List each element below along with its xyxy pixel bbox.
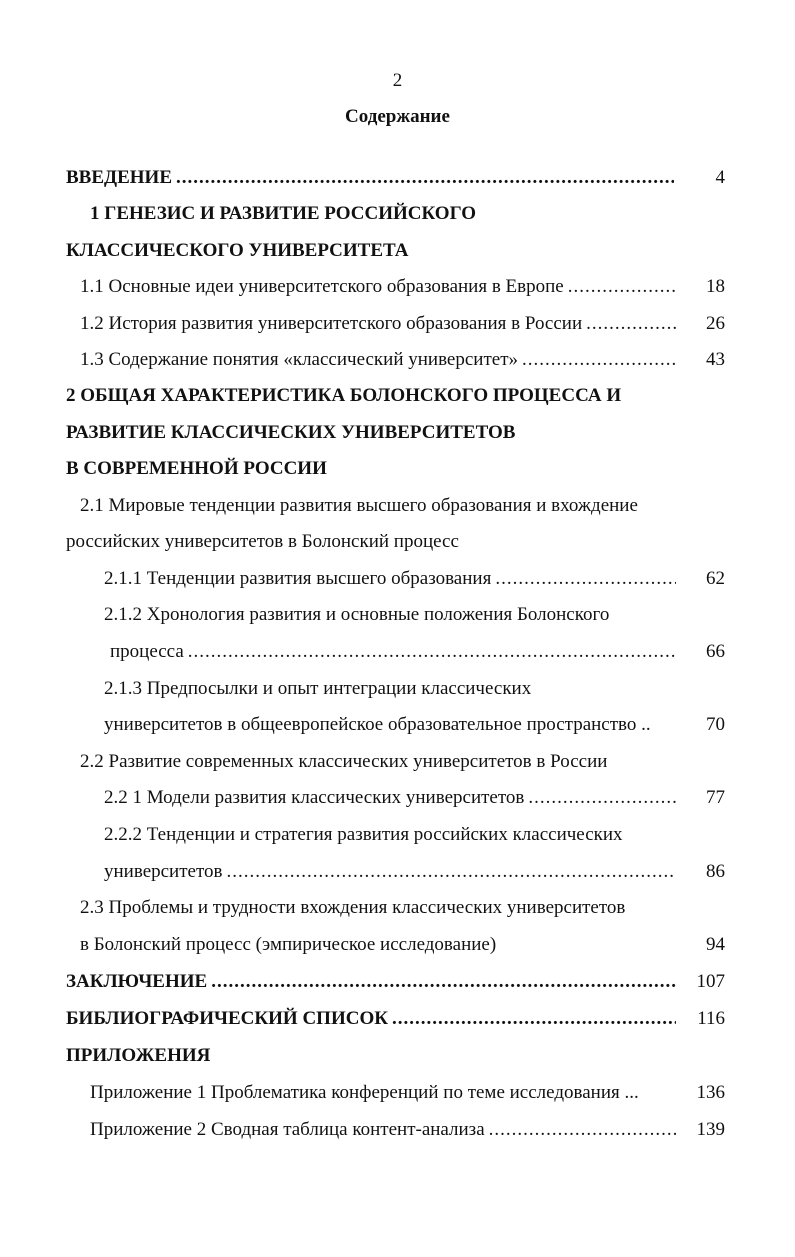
toc-entry-appendix-2: [90, 1118, 680, 1142]
toc-entry-label: 2.2 1 Модели развития классических университетов: [104, 787, 525, 808]
toc-entry-2-3-cont: в Болонский процесс (эмпирическое исследование): [80, 934, 497, 955]
toc-entry-label: 1.3 Содержание понятия «классический университет»: [80, 349, 519, 370]
chapter-2-title-cont: РАЗВИТИЕ КЛАССИЧЕСКИХ УНИВЕРСИТЕТОВ: [66, 422, 516, 443]
toc-entry-2-1-cont: российских университетов в Болонский процесс: [66, 531, 459, 552]
toc-page-number: 107: [696, 971, 725, 992]
toc-page-number: 18: [706, 276, 725, 297]
toc-entry-label: 2.1.1 Тенденции развития высшего образования: [104, 568, 492, 589]
toc-entry-label: Приложение 2 Сводная таблица контент-анализа: [90, 1119, 485, 1140]
toc-entry-appendix-1: Приложение 1 Проблематика конференций по теме исследования ...: [90, 1082, 639, 1103]
toc-page-number: 94: [706, 934, 725, 955]
toc-entry-label: БИБЛИОГРАФИЧЕСКИЙ СПИСОК: [66, 1008, 389, 1029]
toc-entry-2-2: 2.2 Развитие современных классических университетов в России: [80, 751, 608, 772]
toc-page-number: 86: [706, 861, 725, 882]
chapter-1-title-cont: КЛАССИЧЕСКОГО УНИВЕРСИТЕТА: [66, 240, 409, 261]
toc-page-number: 136: [696, 1082, 725, 1103]
toc-entry-2-1-2: 2.1.2 Хронология развития и основные положения Болонского: [104, 604, 610, 625]
toc-entry-label: ЗАКЛЮЧЕНИЕ: [66, 971, 208, 992]
toc-page-number: 70: [706, 714, 725, 735]
toc-entry-intro: [66, 166, 678, 190]
toc-page-number: 66: [706, 641, 725, 662]
toc-page-number: 116: [697, 1008, 725, 1029]
page-number: 2: [392, 70, 403, 91]
chapter-2-title-cont2: В СОВРЕМЕННОЙ РОССИИ: [66, 458, 327, 479]
toc-entry-label: университетов: [104, 861, 223, 882]
page-title: Содержание: [345, 106, 450, 127]
toc-entry-2-1-1: [104, 567, 680, 591]
toc-entry-1-1: [80, 275, 680, 299]
toc-page-number: 139: [696, 1119, 725, 1140]
toc-entry-label: 1.2 История развития университетского образования в России: [80, 313, 583, 334]
toc-entry-2-3: 2.3 Проблемы и трудности вхождения классических университетов: [80, 897, 626, 918]
toc-page-number: 4: [715, 167, 725, 188]
toc-entry-2-1-3: 2.1.3 Предпосылки и опыт интеграции классических: [104, 678, 532, 699]
toc-entry-label: ВВЕДЕНИЕ: [66, 167, 172, 188]
chapter-2-title: 2 ОБЩАЯ ХАРАКТЕРИСТИКА БОЛОНСКОГО ПРОЦЕССА И: [66, 385, 622, 406]
toc-entry-2-2-2-cont: [104, 860, 680, 884]
toc-entry-conclusion: [66, 970, 680, 994]
toc-entry-bibliography: [66, 1007, 680, 1031]
toc-page-number: 62: [706, 568, 725, 589]
toc-page-number: 43: [706, 349, 725, 370]
toc-entry-label: процесса: [110, 641, 184, 662]
toc-entry-2-2-2: 2.2.2 Тенденции и стратегия развития российских классических: [104, 824, 623, 845]
toc-entry-2-2-1: [104, 786, 680, 810]
toc-entry-2-1: 2.1 Мировые тенденции развития высшего образования и вхождение: [80, 495, 638, 516]
toc-entry-label: 1.1 Основные идеи университетского образования в Европе: [80, 276, 564, 297]
toc-page-number: 26: [706, 313, 725, 334]
toc-entry-2-1-3-cont: университетов в общеевропейское образовательное пространство ..: [104, 714, 651, 735]
toc-entry-2-1-2-cont: [110, 640, 680, 664]
toc-entry-appendices: ПРИЛОЖЕНИЯ: [66, 1045, 211, 1066]
chapter-1-title: 1 ГЕНЕЗИС И РАЗВИТИЕ РОССИЙСКОГО: [90, 203, 476, 224]
toc-entry-1-3: [80, 348, 680, 372]
toc-entry-1-2: [80, 312, 680, 336]
toc-page-number: 77: [706, 787, 725, 808]
